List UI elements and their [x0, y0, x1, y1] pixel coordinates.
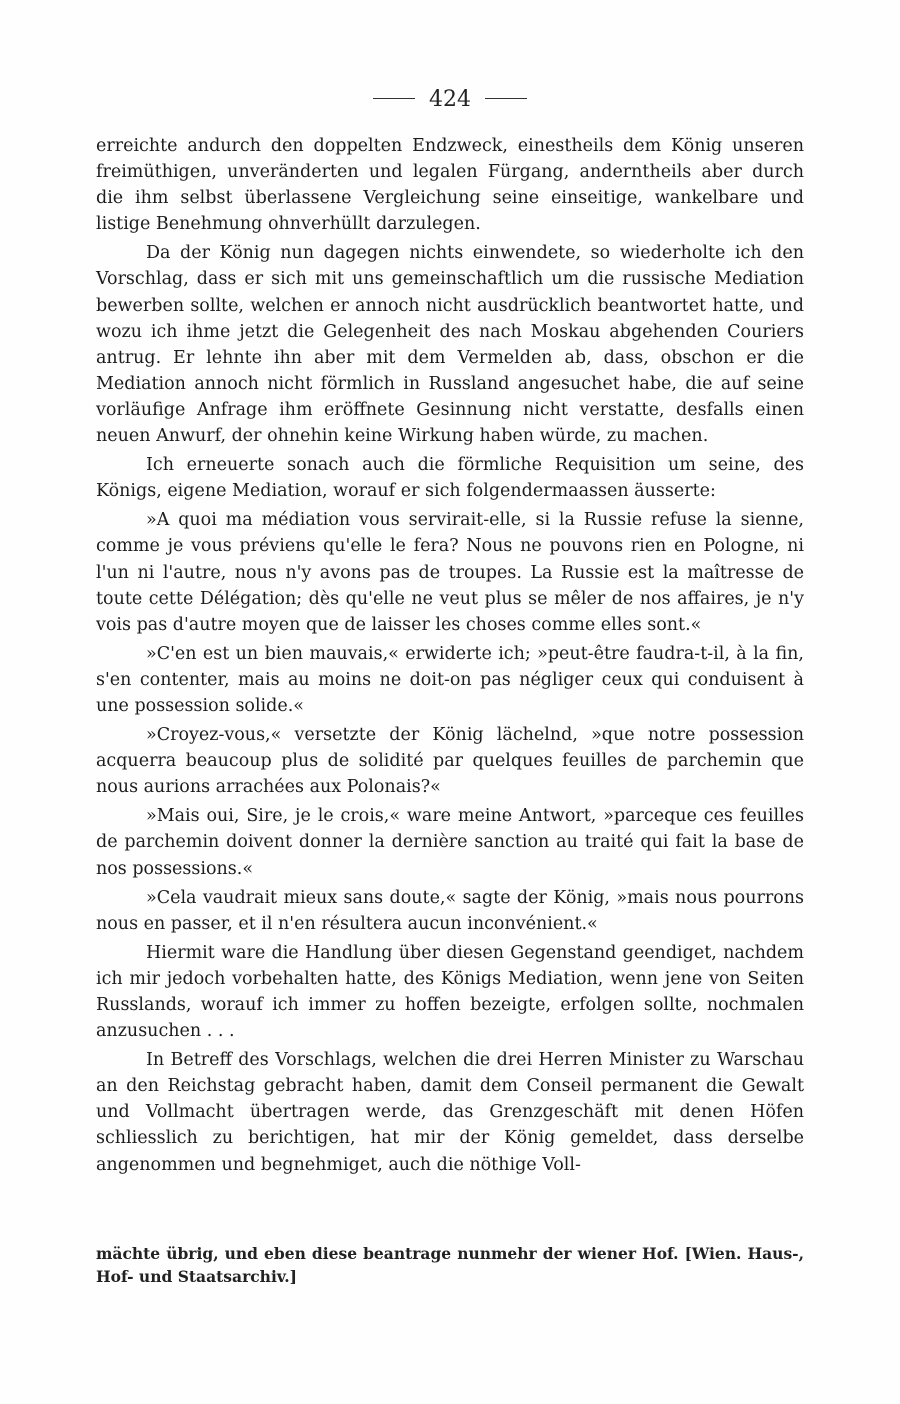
paragraph: In Betreff des Vorschlags, welchen die drei Herren Minister zu Warschau an den Reichstag gebracht haben, damit dem Conseil permanent die Gewalt und Vollmacht übertragen werde, das Grenzgeschäft mit denen Höfen schliesslich zu berichtigen, hat mir der König gemeldet, dass derselbe angenommen und begnehmiget, auch die nöthige Voll-	[96, 1050, 804, 1175]
paragraph: »Croyez-vous,« versetzte der König lächelnd, »que notre possession acquerra beaucoup plus de solidité par quelques feuilles de parchemin que nous aurions arrachées aux Polonais?«	[96, 725, 804, 798]
header-right-dash	[485, 98, 527, 99]
paragraph: Hiermit ware die Handlung über diesen Gegenstand geendiget, nachdem ich mir jedoch vorbehalten hatte, des Königs Mediation, wenn jene von Seiten Russlands, worauf ich immer zu hoffen bezeigte, erfolgen sollte, nochmalen anzusuchen . . .	[96, 942, 804, 1042]
paragraph: Da der König nun dagegen nichts einwendete, so wiederholte ich den Vorschlag, dass er sich mit uns gemeinschaftlich um die russische Mediation bewerben sollte, welchen er annoch nicht ausdrücklich beantwortet hatte, und wozu ich ihme jetzt die Gelegenheit des nach Moskau abgehenden Couriers antrug. Er lehnte ihn aber mit dem Vermelden ab, dass, obschon er die Mediation annoch nicht förmlich in Russland angesuchet habe, die auf seine vorläufige Anfrage ihm eröffnete Gesinnung nicht verstatte, desfalls einen neuen Anwurf, der ohnehin keine Wirkung haben würde, zu machen.	[96, 243, 804, 447]
paragraph: »C'en est un bien mauvais,« erwiderte ich; »peut-être faudra-t-il, à la fin, s'en contenter, mais au moins ne doit-on pas négliger ceux qui conduisent à une possession solide.«	[96, 643, 804, 716]
paragraph: »Mais oui, Sire, je le crois,« ware meine Antwort, »parceque ces feuilles de parchemin doivent donner la dernière sanction au traité qui fait la base de nos possessions.«	[96, 806, 804, 879]
header-left-dash	[373, 98, 415, 99]
paragraph: »Cela vaudrait mieux sans doute,« sagte der König, »mais nous pourrons nous en passer, et il n'en résultera aucun inconvénient.«	[96, 887, 804, 934]
paragraph: erreichte andurch den doppelten Endzweck, einestheils dem König unseren freimüthigen, unveränderten und legalen Fürgang, anderntheils aber durch die ihm selbst überlassene Vergleichung seine einseitige, wankelbare und listige Benehmung ohnverhüllt darzulegen.	[96, 136, 804, 235]
footnote: mächte übrig, und eben diese beantrage nunmehr der wiener Hof. [Wien. Haus-, Hof- und Staatsarchiv.]	[96, 1244, 804, 1286]
page-header	[0, 86, 900, 114]
body-text	[96, 133, 804, 1181]
paragraph: »A quoi ma médiation vous servirait-elle, si la Russie refuse la sienne, comme je vous préviens qu'elle le fera? Nous ne pouvons rien en Pologne, ni l'un ni l'autre, nous n'y avons pas de troupes. La Russie est la maîtresse de toute cette Délégation; dès qu'elle ne veut plus se mêler de nos affaires, je n'y vois pas d'autre moyen que de laisser les choses comme elles sont.«	[96, 510, 804, 635]
page-number: 424	[429, 87, 471, 112]
paragraph: Ich erneuerte sonach auch die förmliche Requisition um seine, des Königs, eigene Mediation, worauf er sich folgendermaassen äusserte:	[96, 455, 804, 502]
